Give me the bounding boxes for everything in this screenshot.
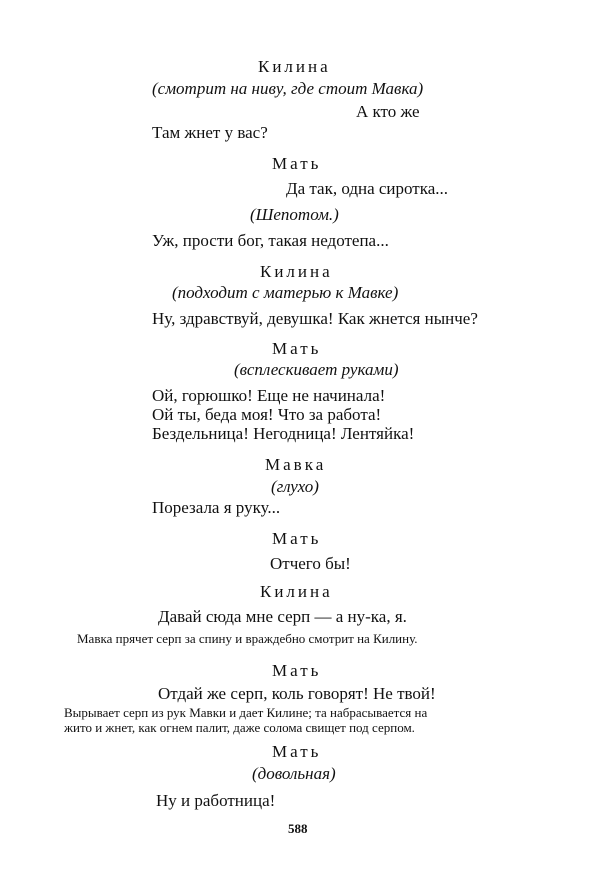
speaker-kilina: Килина	[260, 262, 333, 281]
stage-direction: (всплескивает руками)	[234, 360, 399, 379]
stage-direction: (глухо)	[271, 477, 319, 496]
dialogue-line: Да так, одна сиротка...	[286, 179, 449, 198]
dialogue-line: Отчего бы!	[270, 554, 351, 573]
dialogue-line: Ну и работница!	[156, 791, 276, 810]
dialogue-line: А кто же	[356, 102, 420, 121]
speaker-mat: Мать	[272, 529, 322, 548]
stage-direction: (довольная)	[252, 764, 336, 783]
stage-direction: (Шепотом.)	[250, 205, 339, 224]
speaker-mat: Мать	[272, 661, 322, 680]
stage-note: жито и жнет, как огнем палит, даже солома свищет под серпом.	[64, 720, 415, 735]
speaker-mavka: Мавка	[265, 455, 327, 474]
dialogue-line: Там жнет у вас?	[152, 123, 268, 142]
stage-note: Вырывает серп из рук Мавки и дает Килине; та набрасывается на	[64, 705, 428, 720]
stage-note: Мавка прячет серп за спину и враждебно смотрит на Килину.	[77, 631, 418, 646]
stage-direction: (смотрит на ниву, где стоит Мавка)	[152, 79, 424, 98]
speaker-kilina: Килина	[260, 582, 333, 601]
page-number: 588	[288, 821, 308, 836]
dialogue-line: Порезала я руку...	[152, 498, 281, 517]
dialogue-line: Давай сюда мне серп — а ну-ка, я.	[158, 607, 407, 626]
dialogue-line: Уж, прости бог, такая недотепа...	[152, 231, 389, 250]
dialogue-line: Ну, здравствуй, девушка! Как жнется нынче?	[152, 309, 478, 328]
dialogue-line: Бездельница! Негодница! Лентяйка!	[152, 424, 415, 443]
dialogue-line: Ой ты, беда моя! Что за работа!	[152, 405, 382, 424]
speaker-kilina: Килина	[258, 57, 331, 76]
stage-direction: (подходит с матерью к Мавке)	[172, 283, 399, 302]
dialogue-line: Отдай же серп, коль говорят! Не твой!	[158, 684, 436, 703]
speaker-mat: Мать	[272, 154, 322, 173]
speaker-mat: Мать	[272, 742, 322, 761]
speaker-mat: Мать	[272, 339, 322, 358]
dialogue-line: Ой, горюшко! Еще не начинала!	[152, 386, 386, 405]
